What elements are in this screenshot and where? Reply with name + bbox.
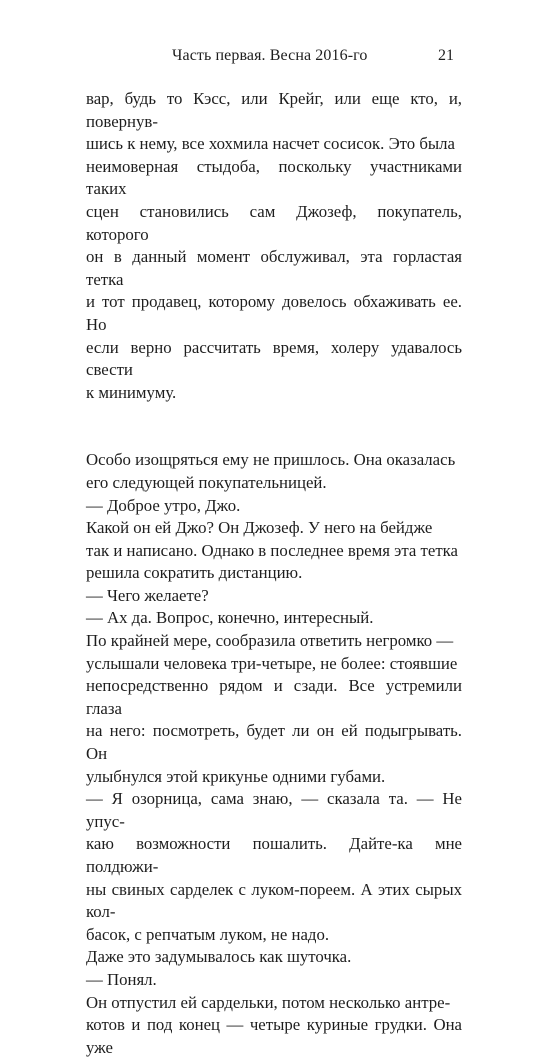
section-break [86,404,462,449]
text-line: — Ах да. Вопрос, конечно, интересный. [86,608,374,628]
text-line: Особо изощряться ему не пришлось. Она оказалась [86,450,456,470]
text-line: — Чего желаете? [86,585,209,605]
text-line: решила сократить дистанцию. [86,563,303,583]
text-line: улыбнулся этой крикунье одними губами. [86,766,386,786]
text-line: так и написано. Однако в последнее время эта тетка [86,540,459,560]
text-line: — Доброе утро, Джо. [86,495,241,515]
text-line: каю возможности пошалить. Дайте-ка мне полдюжи- [86,834,462,876]
page-number: 21 [438,47,454,64]
text-line: и тот продавец, которому довелось обхаживать ее. Но [86,292,462,334]
text-line: вар, будь то Кэсс, или Крейг, или еще кто, и, повернув- [86,89,462,131]
text-line: По крайней мере, сообразила ответить негромко — [86,631,454,651]
text-line: шись к нему, все хохмила насчет сосисок. Это была [86,134,455,154]
text-line: — Я озорница, сама знаю, — сказала та. — Не упус- [86,789,462,831]
text-line: ны свиных сарделек с луком-пореем. А этих сырых кол- [86,879,462,922]
text-line: неимоверная стыдоба, поскольку участниками таких [86,156,462,199]
text-line: к минимуму. [86,382,177,402]
text-line: Он отпустил ей сардельки, потом несколько антре- [86,992,451,1012]
text-line: басок, с репчатым луком, не надо. [86,924,330,944]
text-line: услышали человека три-четыре, не более: стоявшие [86,653,458,673]
text-line: котов и под конец — четыре куриные грудки. Она уже [86,1015,462,1057]
text-line: сцен становились сам Джозеф, покупатель, которого [86,201,462,244]
text-line: его следующей покупательницей. [86,472,327,492]
running-head: Часть первая. Весна 2016-го [172,47,368,64]
text-line: он в данный момент обслуживал, эта горластая тетка [86,247,462,289]
text-line: на него: посмотреть, будет ли он ей подыгрывать. Он [86,721,462,764]
text-line: Даже это задумывалось как шуточка. [86,947,352,967]
text-line: — Понял. [86,969,157,989]
text-line: Какой он ей Джо? Он Джозеф. У него на бейдже [86,518,433,538]
text-line: если верно рассчитать время, холеру удавалось свести [86,337,462,380]
text-line: непосредственно рядом и сзади. Все устремили глаза [86,676,462,718]
body-text [86,88,462,1059]
